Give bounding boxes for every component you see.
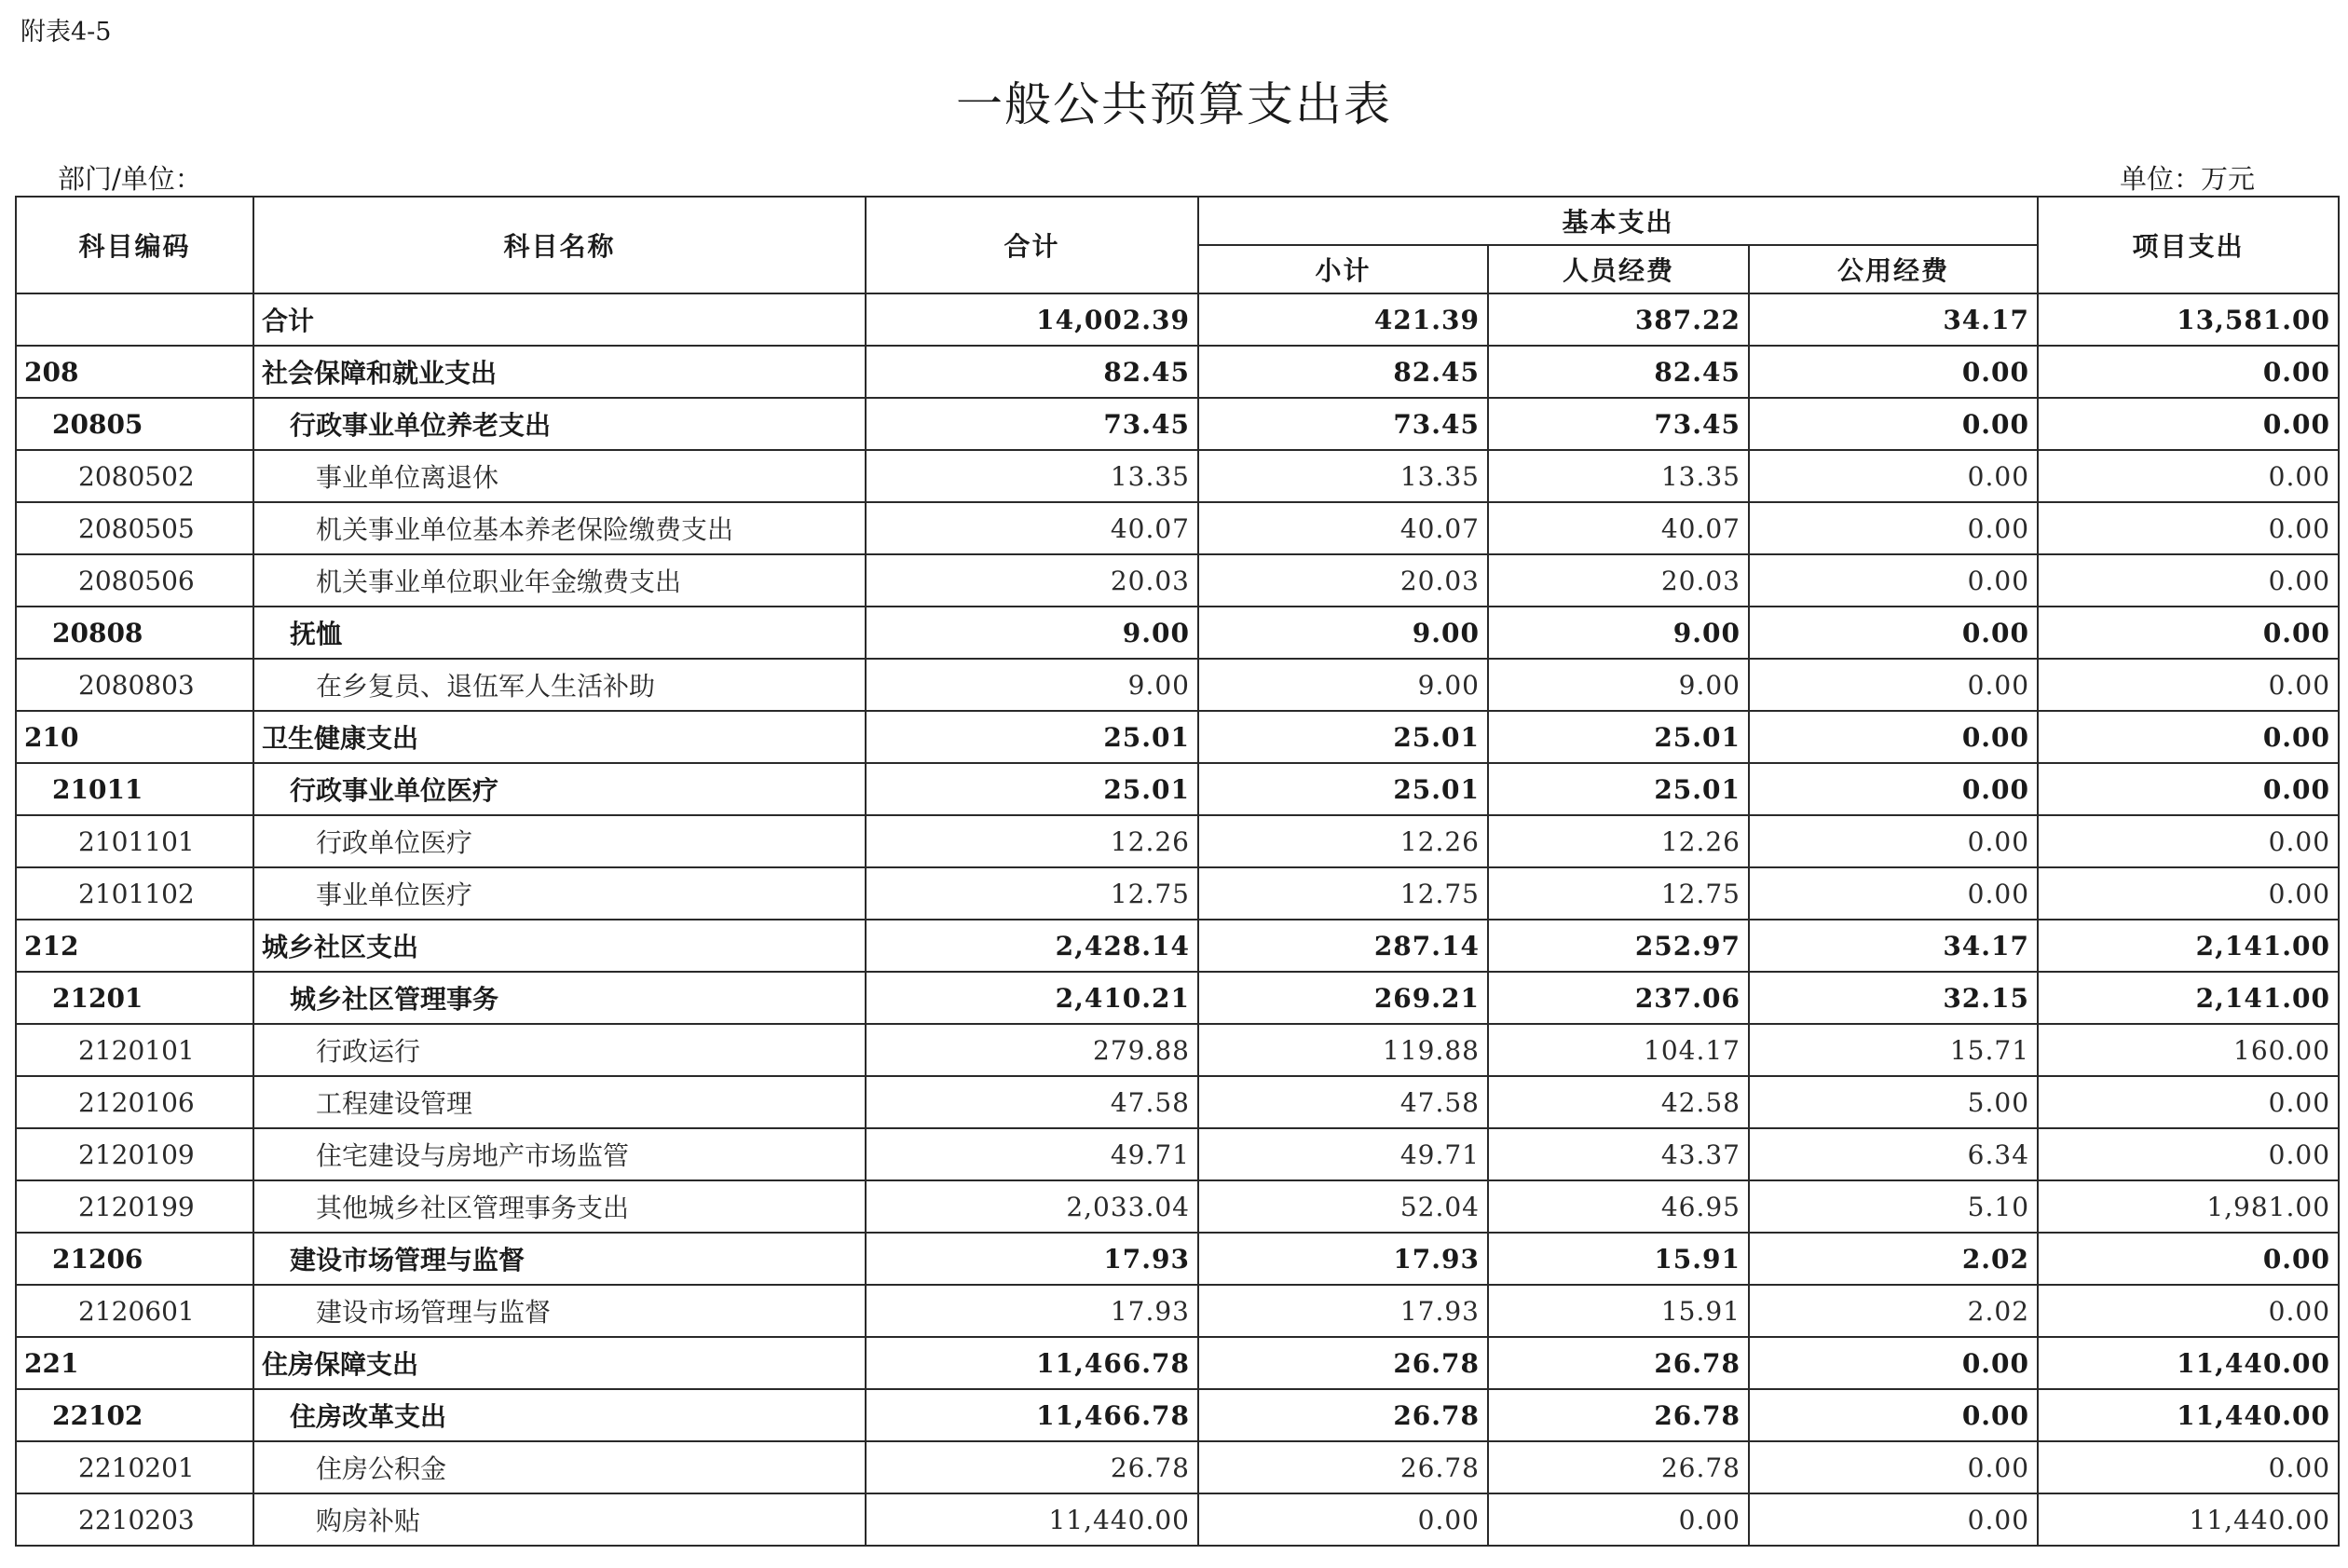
cell-code: 21011 xyxy=(16,763,253,815)
cell-personnel: 12.75 xyxy=(1488,867,1749,920)
cell-code: 22102 xyxy=(16,1389,253,1441)
header-basic: 基本支出 xyxy=(1198,197,2038,245)
cell-public: 0.00 xyxy=(1749,450,2038,502)
table-row xyxy=(16,1337,2339,1389)
cell-personnel: 43.37 xyxy=(1488,1128,1749,1180)
header-subtotal: 小计 xyxy=(1198,245,1488,293)
cell-name: 事业单位离退休 xyxy=(253,450,866,502)
cell-name: 机关事业单位基本养老保险缴费支出 xyxy=(253,502,866,554)
table-row xyxy=(16,1180,2339,1233)
cell-personnel: 25.01 xyxy=(1488,763,1749,815)
cell-subtotal: 269.21 xyxy=(1198,972,1488,1024)
cell-name: 行政事业单位医疗 xyxy=(253,763,866,815)
cell-public: 0.00 xyxy=(1749,763,2038,815)
budget-table xyxy=(15,196,2340,1547)
table-row xyxy=(16,502,2339,554)
cell-code: 2120109 xyxy=(16,1128,253,1180)
cell-subtotal: 421.39 xyxy=(1198,293,1488,346)
table-row xyxy=(16,972,2339,1024)
table-row xyxy=(16,1128,2339,1180)
cell-code: 20808 xyxy=(16,607,253,659)
cell-personnel: 15.91 xyxy=(1488,1233,1749,1285)
cell-total: 40.07 xyxy=(866,502,1198,554)
cell-public: 15.71 xyxy=(1749,1024,2038,1076)
cell-public: 2.02 xyxy=(1749,1233,2038,1285)
cell-subtotal: 9.00 xyxy=(1198,659,1488,711)
table-row xyxy=(16,1024,2339,1076)
cell-code: 2210201 xyxy=(16,1441,253,1493)
cell-subtotal: 287.14 xyxy=(1198,920,1488,972)
cell-code: 2080505 xyxy=(16,502,253,554)
cell-total: 12.75 xyxy=(866,867,1198,920)
cell-total: 9.00 xyxy=(866,607,1198,659)
cell-personnel: 25.01 xyxy=(1488,711,1749,763)
cell-project: 11,440.00 xyxy=(2038,1493,2339,1546)
cell-personnel: 237.06 xyxy=(1488,972,1749,1024)
cell-personnel: 15.91 xyxy=(1488,1285,1749,1337)
table-row xyxy=(16,398,2339,450)
department-label: 部门/单位： xyxy=(58,163,202,195)
page-title: 一般公共预算支出表 xyxy=(956,77,1392,131)
cell-name: 行政事业单位养老支出 xyxy=(253,398,866,450)
cell-project: 0.00 xyxy=(2038,659,2339,711)
cell-project: 0.00 xyxy=(2038,607,2339,659)
cell-subtotal: 0.00 xyxy=(1198,1493,1488,1546)
cell-project: 11,440.00 xyxy=(2038,1337,2339,1389)
cell-public: 0.00 xyxy=(1749,607,2038,659)
cell-name: 城乡社区管理事务 xyxy=(253,972,866,1024)
cell-subtotal: 40.07 xyxy=(1198,502,1488,554)
cell-personnel: 104.17 xyxy=(1488,1024,1749,1076)
cell-personnel: 252.97 xyxy=(1488,920,1749,972)
cell-name: 工程建设管理 xyxy=(253,1076,866,1128)
cell-personnel: 9.00 xyxy=(1488,607,1749,659)
cell-name: 购房补贴 xyxy=(253,1493,866,1546)
cell-personnel: 9.00 xyxy=(1488,659,1749,711)
cell-project: 160.00 xyxy=(2038,1024,2339,1076)
table-row xyxy=(16,1389,2339,1441)
table-row xyxy=(16,607,2339,659)
header-code: 科目编码 xyxy=(16,197,253,293)
cell-personnel: 40.07 xyxy=(1488,502,1749,554)
cell-personnel: 12.26 xyxy=(1488,815,1749,867)
cell-public: 0.00 xyxy=(1749,554,2038,607)
cell-public: 0.00 xyxy=(1749,1389,2038,1441)
cell-subtotal: 26.78 xyxy=(1198,1441,1488,1493)
cell-public: 34.17 xyxy=(1749,920,2038,972)
cell-name: 卫生健康支出 xyxy=(253,711,866,763)
cell-personnel: 26.78 xyxy=(1488,1389,1749,1441)
cell-public: 2.02 xyxy=(1749,1285,2038,1337)
cell-subtotal: 26.78 xyxy=(1198,1337,1488,1389)
cell-code: 221 xyxy=(16,1337,253,1389)
cell-public: 0.00 xyxy=(1749,711,2038,763)
cell-name: 住房改革支出 xyxy=(253,1389,866,1441)
cell-public: 0.00 xyxy=(1749,815,2038,867)
cell-total: 25.01 xyxy=(866,711,1198,763)
cell-public: 0.00 xyxy=(1749,1441,2038,1493)
cell-name: 住房保障支出 xyxy=(253,1337,866,1389)
cell-total: 11,466.78 xyxy=(866,1389,1198,1441)
cell-name: 住宅建设与房地产市场监管 xyxy=(253,1128,866,1180)
cell-name: 建设市场管理与监督 xyxy=(253,1233,866,1285)
cell-subtotal: 25.01 xyxy=(1198,711,1488,763)
cell-name: 住房公积金 xyxy=(253,1441,866,1493)
cell-name: 机关事业单位职业年金缴费支出 xyxy=(253,554,866,607)
cell-subtotal: 13.35 xyxy=(1198,450,1488,502)
cell-subtotal: 12.75 xyxy=(1198,867,1488,920)
cell-project: 0.00 xyxy=(2038,711,2339,763)
cell-project: 0.00 xyxy=(2038,763,2339,815)
cell-total: 17.93 xyxy=(866,1233,1198,1285)
header-personnel: 人员经费 xyxy=(1488,245,1749,293)
cell-personnel: 13.35 xyxy=(1488,450,1749,502)
cell-personnel: 82.45 xyxy=(1488,346,1749,398)
cell-subtotal: 9.00 xyxy=(1198,607,1488,659)
cell-total: 11,466.78 xyxy=(866,1337,1198,1389)
cell-project: 0.00 xyxy=(2038,554,2339,607)
cell-personnel: 0.00 xyxy=(1488,1493,1749,1546)
header-public: 公用经费 xyxy=(1749,245,2038,293)
table-row xyxy=(16,450,2339,502)
cell-subtotal: 49.71 xyxy=(1198,1128,1488,1180)
table-row xyxy=(16,1285,2339,1337)
cell-code: 2120199 xyxy=(16,1180,253,1233)
cell-public: 5.00 xyxy=(1749,1076,2038,1128)
cell-name: 其他城乡社区管理事务支出 xyxy=(253,1180,866,1233)
cell-subtotal: 26.78 xyxy=(1198,1389,1488,1441)
cell-name: 建设市场管理与监督 xyxy=(253,1285,866,1337)
table-row xyxy=(16,920,2339,972)
cell-subtotal: 47.58 xyxy=(1198,1076,1488,1128)
table-row xyxy=(16,1441,2339,1493)
cell-code: 2080506 xyxy=(16,554,253,607)
cell-code: 2080803 xyxy=(16,659,253,711)
cell-code: 20805 xyxy=(16,398,253,450)
cell-total: 47.58 xyxy=(866,1076,1198,1128)
cell-public: 34.17 xyxy=(1749,293,2038,346)
cell-name: 社会保障和就业支出 xyxy=(253,346,866,398)
cell-project: 0.00 xyxy=(2038,1076,2339,1128)
cell-project: 0.00 xyxy=(2038,450,2339,502)
cell-total: 26.78 xyxy=(866,1441,1198,1493)
cell-code: 2120601 xyxy=(16,1285,253,1337)
table-row xyxy=(16,1493,2339,1546)
cell-code: 208 xyxy=(16,346,253,398)
cell-subtotal: 52.04 xyxy=(1198,1180,1488,1233)
cell-project: 0.00 xyxy=(2038,502,2339,554)
cell-personnel: 42.58 xyxy=(1488,1076,1749,1128)
table-row xyxy=(16,867,2339,920)
cell-project: 0.00 xyxy=(2038,815,2339,867)
table-row xyxy=(16,711,2339,763)
cell-project: 11,440.00 xyxy=(2038,1389,2339,1441)
cell-code: 210 xyxy=(16,711,253,763)
cell-code: 212 xyxy=(16,920,253,972)
cell-code: 2120101 xyxy=(16,1024,253,1076)
cell-code: 2101102 xyxy=(16,867,253,920)
cell-total: 14,002.39 xyxy=(866,293,1198,346)
table-row xyxy=(16,1076,2339,1128)
cell-code: 21201 xyxy=(16,972,253,1024)
cell-subtotal: 20.03 xyxy=(1198,554,1488,607)
cell-public: 0.00 xyxy=(1749,867,2038,920)
cell-subtotal: 12.26 xyxy=(1198,815,1488,867)
cell-name: 城乡社区支出 xyxy=(253,920,866,972)
table-row xyxy=(16,659,2339,711)
cell-subtotal: 25.01 xyxy=(1198,763,1488,815)
cell-total: 25.01 xyxy=(866,763,1198,815)
cell-subtotal: 73.45 xyxy=(1198,398,1488,450)
cell-code: 2210203 xyxy=(16,1493,253,1546)
cell-project: 0.00 xyxy=(2038,346,2339,398)
cell-project: 0.00 xyxy=(2038,398,2339,450)
cell-code xyxy=(16,293,253,346)
header-total: 合计 xyxy=(866,197,1198,293)
cell-project: 2,141.00 xyxy=(2038,920,2339,972)
cell-code: 2120106 xyxy=(16,1076,253,1128)
cell-public: 0.00 xyxy=(1749,346,2038,398)
cell-personnel: 20.03 xyxy=(1488,554,1749,607)
cell-personnel: 73.45 xyxy=(1488,398,1749,450)
cell-project: 0.00 xyxy=(2038,1285,2339,1337)
cell-project: 2,141.00 xyxy=(2038,972,2339,1024)
cell-total: 73.45 xyxy=(866,398,1198,450)
unit-label: 单位：万元 xyxy=(2119,163,2255,195)
cell-project: 0.00 xyxy=(2038,1128,2339,1180)
header-name: 科目名称 xyxy=(253,197,866,293)
cell-total: 49.71 xyxy=(866,1128,1198,1180)
table-row xyxy=(16,815,2339,867)
cell-personnel: 46.95 xyxy=(1488,1180,1749,1233)
cell-total: 82.45 xyxy=(866,346,1198,398)
table-row xyxy=(16,1233,2339,1285)
cell-project: 0.00 xyxy=(2038,1441,2339,1493)
cell-project: 13,581.00 xyxy=(2038,293,2339,346)
cell-total: 2,428.14 xyxy=(866,920,1198,972)
table-row xyxy=(16,554,2339,607)
cell-total: 279.88 xyxy=(866,1024,1198,1076)
cell-name: 行政单位医疗 xyxy=(253,815,866,867)
cell-total: 9.00 xyxy=(866,659,1198,711)
cell-total: 20.03 xyxy=(866,554,1198,607)
cell-project: 0.00 xyxy=(2038,1233,2339,1285)
cell-personnel: 26.78 xyxy=(1488,1441,1749,1493)
table-row xyxy=(16,763,2339,815)
cell-public: 0.00 xyxy=(1749,398,2038,450)
cell-personnel: 387.22 xyxy=(1488,293,1749,346)
cell-subtotal: 17.93 xyxy=(1198,1233,1488,1285)
cell-project: 0.00 xyxy=(2038,867,2339,920)
cell-code: 2101101 xyxy=(16,815,253,867)
cell-public: 6.34 xyxy=(1749,1128,2038,1180)
table-body xyxy=(16,293,2339,1546)
cell-subtotal: 119.88 xyxy=(1198,1024,1488,1076)
cell-total: 2,033.04 xyxy=(866,1180,1198,1233)
cell-subtotal: 17.93 xyxy=(1198,1285,1488,1337)
cell-public: 32.15 xyxy=(1749,972,2038,1024)
cell-name: 行政运行 xyxy=(253,1024,866,1076)
table-row xyxy=(16,293,2339,346)
cell-total: 13.35 xyxy=(866,450,1198,502)
cell-public: 0.00 xyxy=(1749,502,2038,554)
cell-total: 12.26 xyxy=(866,815,1198,867)
cell-public: 5.10 xyxy=(1749,1180,2038,1233)
cell-subtotal: 82.45 xyxy=(1198,346,1488,398)
cell-personnel: 26.78 xyxy=(1488,1337,1749,1389)
cell-name: 事业单位医疗 xyxy=(253,867,866,920)
header-project: 项目支出 xyxy=(2038,197,2339,293)
cell-name: 合计 xyxy=(253,293,866,346)
cell-total: 2,410.21 xyxy=(866,972,1198,1024)
cell-project: 1,981.00 xyxy=(2038,1180,2339,1233)
cell-total: 11,440.00 xyxy=(866,1493,1198,1546)
cell-code: 2080502 xyxy=(16,450,253,502)
cell-public: 0.00 xyxy=(1749,1337,2038,1389)
cell-public: 0.00 xyxy=(1749,1493,2038,1546)
table-row xyxy=(16,346,2339,398)
cell-public: 0.00 xyxy=(1749,659,2038,711)
cell-name: 抚恤 xyxy=(253,607,866,659)
cell-total: 17.93 xyxy=(866,1285,1198,1337)
appendix-label: 附表4-5 xyxy=(20,18,112,47)
cell-code: 21206 xyxy=(16,1233,253,1285)
cell-name: 在乡复员、退伍军人生活补助 xyxy=(253,659,866,711)
